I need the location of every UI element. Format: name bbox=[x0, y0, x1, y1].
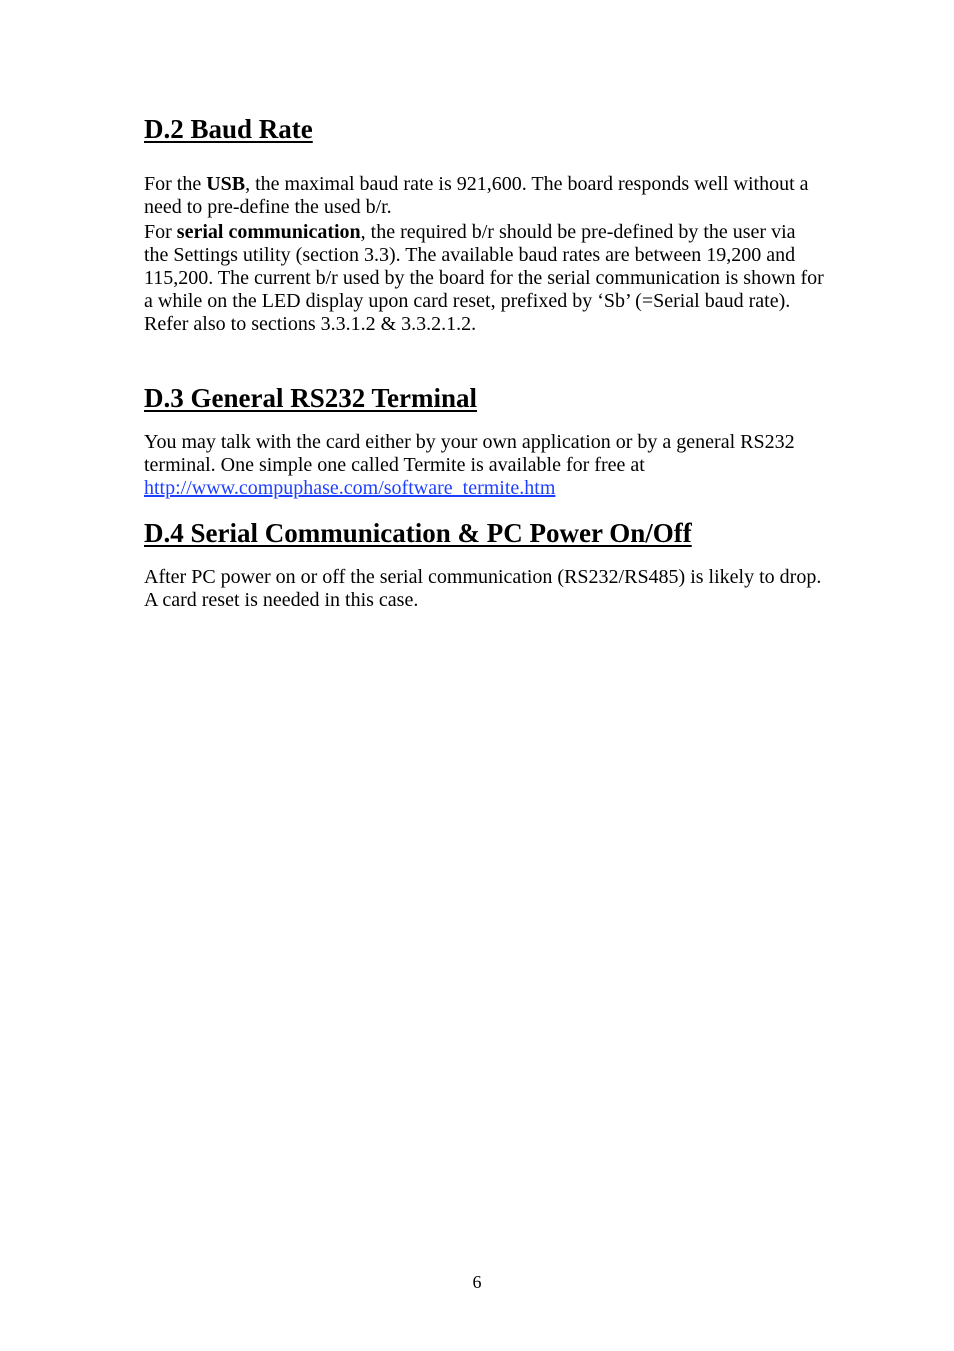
terminal-text: You may talk with the card either by your own application or by a general RS232 terminal. One simple one called Termite is available for free at bbox=[144, 431, 795, 476]
paragraph-usb bbox=[144, 173, 824, 219]
heading-serial-power: D.4 Serial Communication & PC Power On/Off bbox=[144, 518, 692, 548]
usb-suffix: , the maximal baud rate is 921,600. The board responds well without a need to pre-define the used b/r. bbox=[144, 173, 809, 218]
serial-prefix: For bbox=[144, 221, 177, 243]
paragraph-serial bbox=[144, 221, 824, 336]
page-content bbox=[144, 112, 824, 612]
paragraph-power: After PC power on or off the serial communication (RS232/RS485) is likely to drop. A card reset is needed in this case. bbox=[144, 566, 822, 611]
page-number: 6 bbox=[472, 1272, 482, 1292]
heading-rs232-terminal: D.3 General RS232 Terminal bbox=[144, 383, 478, 413]
serial-bold: serial communication bbox=[176, 221, 361, 243]
serial-suffix: , the required b/r should be pre-defined by the user via the Settings utility (section 3.3). The available baud rates are between 19,200 and 115,200. The current b/r used by the board for the serial communication is shown for a while on the LED display upon card reset, prefixed by ‘Sb’ (=Serial baud rate). Refer also to sections 3.3.1.2 & 3.3.2.1.2. bbox=[144, 221, 824, 335]
heading-baud-rate: D.2 Baud Rate bbox=[144, 114, 313, 144]
usb-bold: USB bbox=[206, 173, 246, 195]
paragraph-terminal bbox=[144, 431, 824, 500]
termite-link[interactable]: http://www.compuphase.com/software_termite.htm bbox=[144, 477, 556, 499]
usb-prefix: For the bbox=[144, 173, 207, 195]
